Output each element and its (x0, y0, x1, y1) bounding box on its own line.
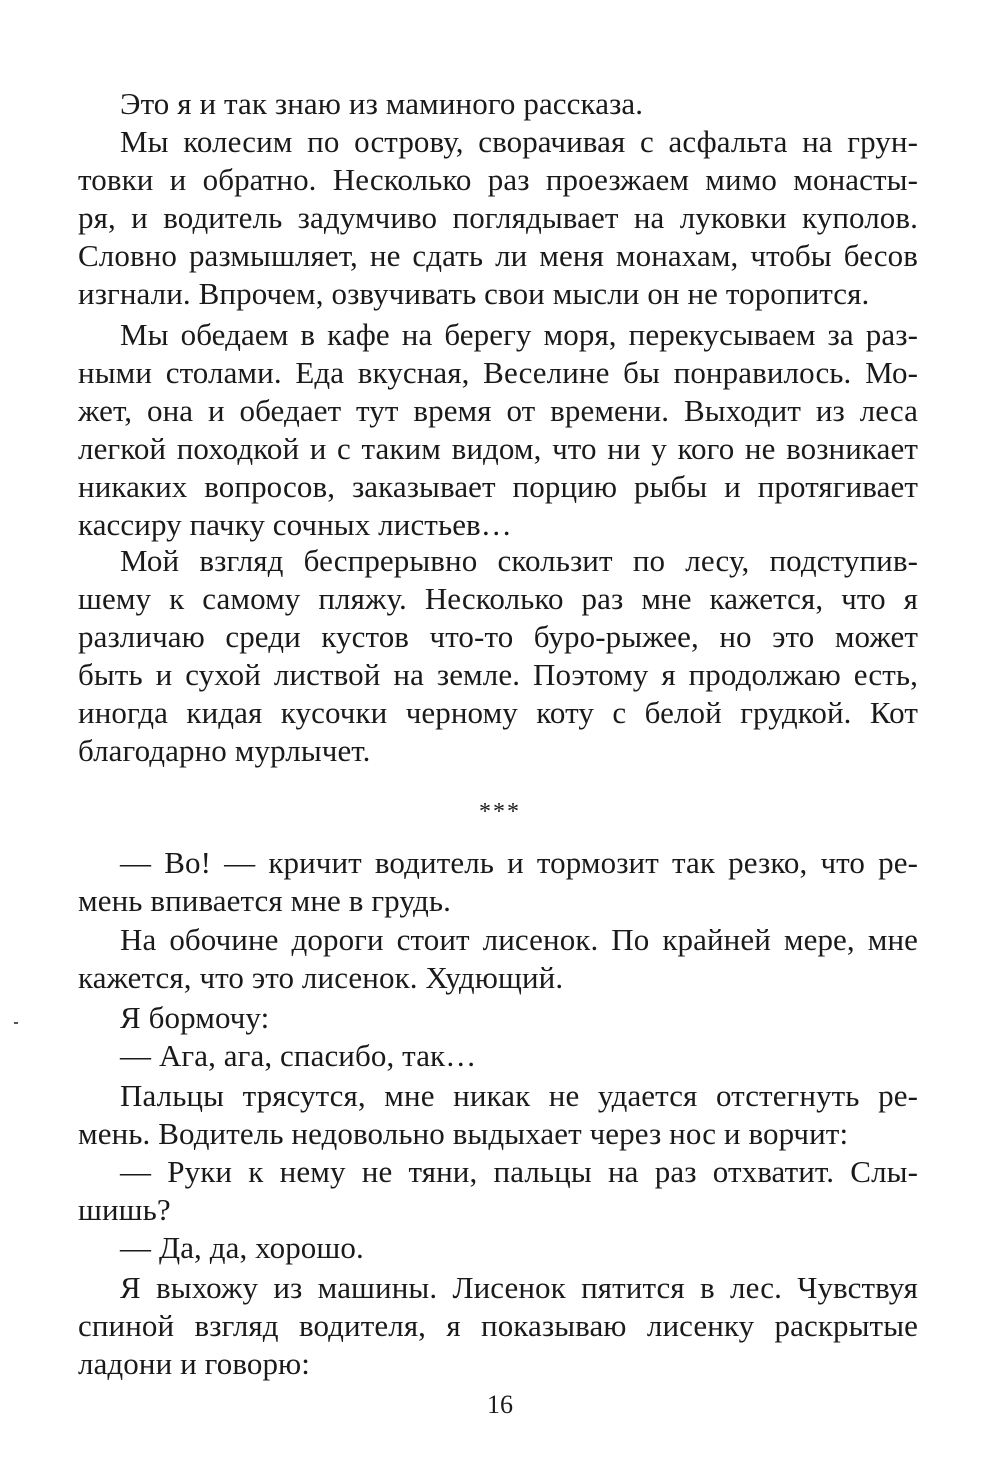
text-line: легкой походкой и с таким видом, что ни у кого не возникает (78, 431, 918, 466)
text-line: — Ага, ага, спасибо, так… (120, 1038, 477, 1073)
text-line: ря, и водитель задумчиво поглядывает на луковки куполов. (78, 200, 918, 235)
section-separator: *** (479, 799, 521, 825)
text-line: спиной взгляд водителя, я показываю лисенку раскрытые (78, 1308, 918, 1343)
page-number: 16 (487, 1390, 513, 1419)
text-line: никаких вопросов, заказывает порцию рыбы и протягивает (78, 469, 918, 504)
text-line: шишь? (78, 1192, 171, 1227)
text-line: — Руки к нему не тяни, пальцы на раз отхватит. Слы- (120, 1154, 918, 1189)
text-line: Словно размышляет, не сдать ли меня монахам, чтобы бесов (78, 238, 918, 273)
scan-speck (14, 1022, 18, 1024)
text-line: Это я и так знаю из маминого рассказа. (120, 86, 644, 121)
text-line: Пальцы трясутся, мне никак не удается отстегнуть ре- (120, 1078, 918, 1113)
text-line: Мы обедаем в кафе на берегу моря, перекусываем за раз- (120, 317, 918, 352)
text-line: Я выхожу из машины. Лисенок пятится в лес. Чувствуя (120, 1270, 918, 1305)
text-line: изгнали. Впрочем, озвучивать свои мысли он не торопится. (78, 276, 870, 311)
text-line: благодарно мурлычет. (78, 733, 371, 768)
text-line: жет, она и обедает тут время от времени. Выходит из леса (78, 393, 918, 428)
text-line: — Да, да, хорошо. (120, 1230, 364, 1265)
text-line: На обочине дороги стоит лисенок. По крайней мере, мне (120, 922, 918, 957)
text-line: Я бормочу: (120, 1000, 270, 1035)
text-line: быть и сухой листвой на земле. Поэтому я продолжаю есть, (78, 657, 918, 692)
text-line: товки и обратно. Несколько раз проезжаем мимо монасты- (78, 162, 918, 197)
text-line: различаю среди кустов что-то буро-рыжее, но это может (78, 619, 918, 654)
text-line: иногда кидая кусочки черному коту с белой грудкой. Кот (78, 695, 918, 730)
text-line: ладони и говорю: (78, 1346, 311, 1381)
text-line: ными столами. Еда вкусная, Веселине бы понравилось. Мо- (78, 355, 918, 390)
text-line: Мой взгляд беспрерывно скользит по лесу, подступив- (120, 543, 918, 578)
text-line: кажется, что это лисенок. Худющий. (78, 960, 564, 995)
text-line: шему к самому пляжу. Несколько раз мне кажется, что я (78, 581, 918, 616)
text-line: кассиру пачку сочных листьев… (78, 507, 512, 542)
text-line: мень. Водитель недовольно выдыхает через нос и ворчит: (78, 1116, 849, 1151)
text-line: Мы колесим по острову, сворачивая с асфальта на грун- (120, 124, 918, 159)
text-line: — Во! — кричит водитель и тормозит так резко, что ре- (120, 845, 918, 880)
text-line: мень впивается мне в грудь. (78, 883, 451, 918)
